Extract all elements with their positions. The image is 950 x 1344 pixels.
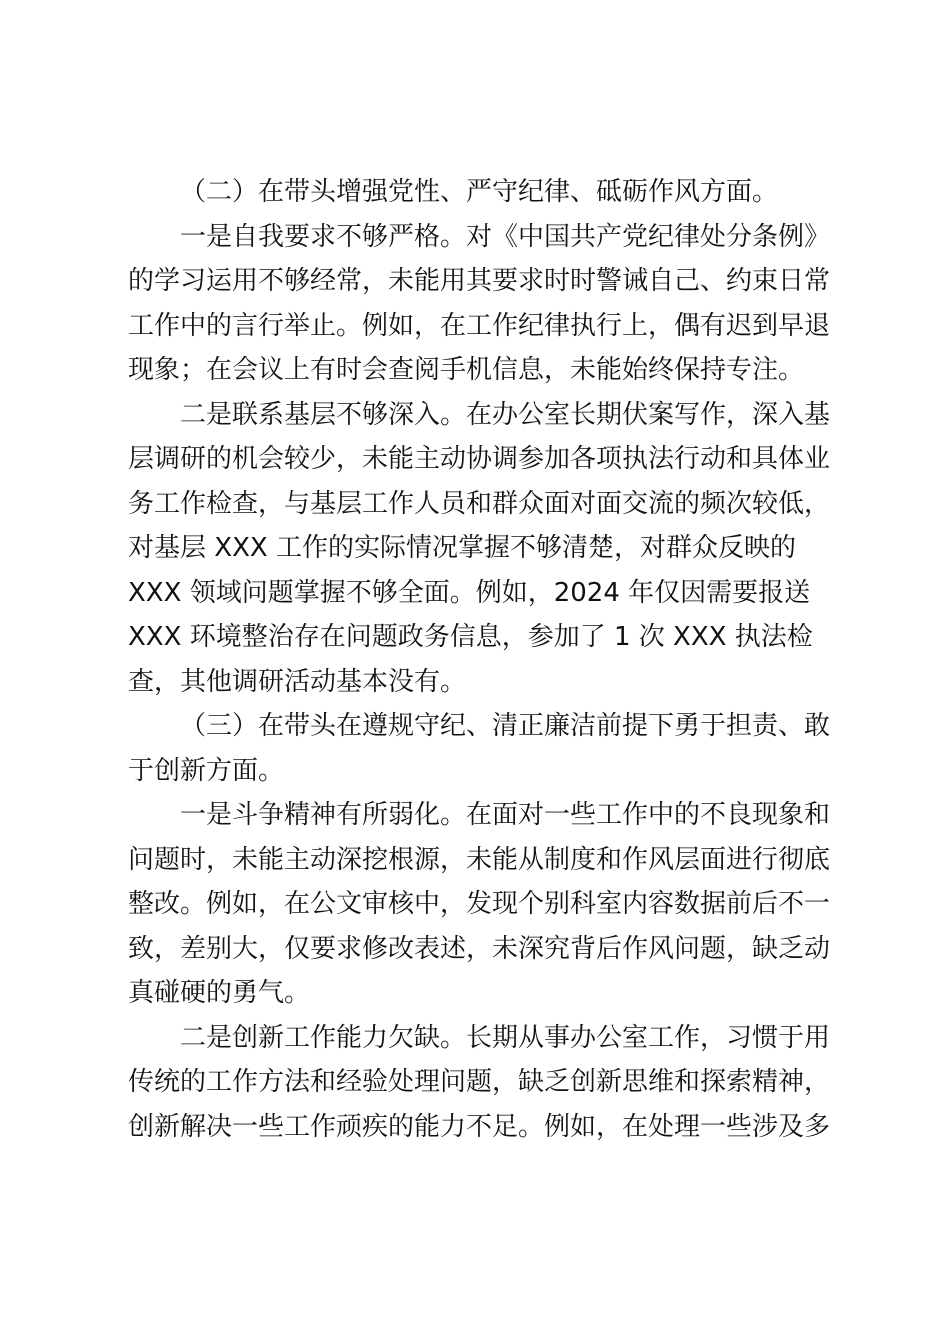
text-line: 层调研的机会较少，未能主动协调参加各项执法行动和具体业 xyxy=(128,444,831,474)
text-line: 问题时，未能主动深挖根源，未能从制度和作风层面进行彻底 xyxy=(128,844,831,875)
section-heading-2 xyxy=(128,170,820,215)
text-line: XXX 领域问题掌握不够全面。例如，2024 年仅因需要报送 xyxy=(128,577,811,608)
text-line: 创新解决一些工作顽疾的能力不足。例如，在处理一些涉及多 xyxy=(128,1111,831,1142)
paragraph-self-discipline xyxy=(128,215,831,393)
text-line: 工作中的言行举止。例如，在工作纪律执行上，偶有迟到早退 xyxy=(128,310,831,341)
text-line: 致，差别大，仅要求修改表述，未深究背后作风问题，缺乏动 xyxy=(128,933,831,964)
text-line: （三）在带头在遵规守纪、清正廉洁前提下勇于担责、敢 xyxy=(180,711,831,741)
text-line: 二是创新工作能力欠缺。长期从事办公室工作，习惯于用 xyxy=(180,1022,831,1053)
text-line: 真碰硬的勇气。 xyxy=(128,978,311,1008)
document-body xyxy=(128,170,831,1149)
text-line: 一是自我要求不够严格。对《中国共产党纪律处分条例》 xyxy=(180,221,831,252)
paragraph-innovation xyxy=(128,1016,831,1150)
text-line: 于创新方面。 xyxy=(128,755,285,786)
text-line: （二）在带头增强党性、严守纪律、砥砺作风方面。 xyxy=(180,177,779,207)
section-heading-3 xyxy=(128,704,831,793)
text-line: 查，其他调研活动基本没有。 xyxy=(128,666,467,697)
text-line: 一是斗争精神有所弱化。在面对一些工作中的不良现象和 xyxy=(180,800,831,830)
text-line: 二是联系基层不够深入。在办公室长期伏案写作，深入基 xyxy=(180,399,831,430)
text-line: 对基层 XXX 工作的实际情况掌握不够清楚，对群众反映的 xyxy=(128,533,796,563)
paragraph-grassroots-contact xyxy=(128,393,831,705)
text-line: 整改。例如，在公文审核中，发现个别科室内容数据前后不一 xyxy=(128,889,831,919)
text-line: XXX 环境整治存在问题政务信息，参加了 1 次 XXX 执法检 xyxy=(128,622,813,652)
text-line: 的学习运用不够经常，未能用其要求时时警诫自己、约束日常 xyxy=(128,266,831,296)
text-line: 务工作检查，与基层工作人员和群众面对面交流的频次较低， xyxy=(128,488,831,519)
paragraph-fighting-spirit xyxy=(128,793,831,1016)
text-line: 现象；在会议上有时会查阅手机信息，未能始终保持专注。 xyxy=(128,355,805,385)
text-line: 传统的工作方法和经验处理问题，缺乏创新思维和探索精神， xyxy=(128,1067,831,1097)
